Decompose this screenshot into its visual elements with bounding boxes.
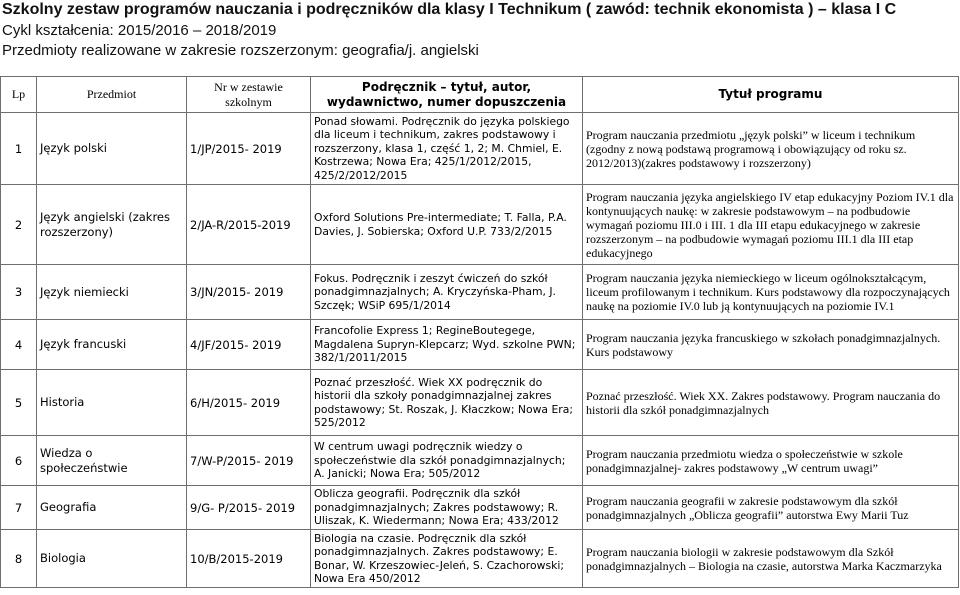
- row-program: Program nauczania geografii w zakresie podstawowym dla szkół ponadgimnazjalnych „Oblicza geografii” autorstwa Ewy Marii Tuz: [583, 486, 959, 530]
- column-header-textbook: Podręcznik – tytuł, autor, wydawnictwo, numer dopuszczenia: [311, 77, 583, 113]
- document-title: Szkolny zestaw programów nauczania i podręczników dla klasy I Technikum ( zawód: technik ekonomista ) – klasa I C: [2, 1, 897, 18]
- row-number: 6/H/2015- 2019: [187, 370, 311, 436]
- row-subject: Wiedza o społeczeństwie: [37, 436, 187, 486]
- row-textbook: Poznać przeszłość. Wiek XX podręcznik do historii dla szkoły ponadgimnazjalnej zakres podstawowy; St. Roszak, J. Kłaczkow; Nowa Era; 525/2012: [311, 370, 583, 436]
- table-row: [1, 370, 959, 436]
- table-row: [1, 486, 959, 530]
- row-textbook: Fokus. Podręcznik i zeszyt ćwiczeń do szkół ponadgimnazjalnych; A. Kryczyńska-Pham, J. Szczęk; WSiP 695/1/2014: [311, 265, 583, 320]
- row-program: Program nauczania języka angielskiego IV etap edukacyjny Poziom IV.1 dla kontynuujących naukę: w zakresie podstawowym – na podbudowie wymagań poziomu III.0 i III. 1 dla III etapu edukacyjnego w zakresie rozszerzonym – na podbudowie wymagań poziomu III.1 dla III etap edukacyjnego: [583, 185, 959, 265]
- row-number: 7/W-P/2015- 2019: [187, 436, 311, 486]
- row-number: 10/B/2015-2019: [187, 530, 311, 588]
- row-subject: Język niemiecki: [37, 265, 187, 320]
- table-header-row: [1, 77, 959, 113]
- row-textbook: Oblicza geografii. Podręcznik dla szkół ponadgimnazjalnych; Zakres podstawowy; R. Uliszak, K. Wiedermann; Nowa Era; 433/2012: [311, 486, 583, 530]
- row-textbook: Ponad słowami. Podręcznik do języka polskiego dla liceum i technikum, zakres podstawowy i rozszerzony, klasa 1, część 1, 2; M. Chmiel, E. Kostrzewa; Nowa Era; 425/1/2012/2015, 425/2/2012/2015: [311, 113, 583, 185]
- row-lp: 7: [1, 486, 37, 530]
- table-row: [1, 113, 959, 185]
- row-subject: Biologia: [37, 530, 187, 588]
- row-subject: Geografia: [37, 486, 187, 530]
- row-lp: 5: [1, 370, 37, 436]
- row-program: Program nauczania języka francuskiego w szkołach ponadgimnazjalnych. Kurs podstawowy: [583, 320, 959, 370]
- column-header-number: Nr w zestawie szkolnym: [187, 77, 311, 113]
- row-textbook: Biologia na czasie. Podręcznik dla szkół ponadgimnazjalnych. Zakres podstawowy; E. Bonar, W. Krzeszowiec-Jeleń, S. Czachorowski; Nowa Era 450/2012: [311, 530, 583, 588]
- column-header-subject: Przedmiot: [37, 77, 187, 113]
- column-header-program: Tytuł programu: [583, 77, 959, 113]
- row-lp: 3: [1, 265, 37, 320]
- education-cycle: Cykl kształcenia: 2015/2016 – 2018/2019: [2, 22, 277, 39]
- row-subject: Język angielski (zakres rozszerzony): [37, 185, 187, 265]
- row-lp: 6: [1, 436, 37, 486]
- table-row: [1, 436, 959, 486]
- row-lp: 8: [1, 530, 37, 588]
- row-number: 3/JN/2015- 2019: [187, 265, 311, 320]
- row-subject: Język polski: [37, 113, 187, 185]
- row-lp: 1: [1, 113, 37, 185]
- row-program: Program nauczania języka niemieckiego w liceum ogólnokształcącym, liceum profilowanym i technikum. Kurs podstawowy dla rozpoczynających naukę na poziomie IV.0 lub ją kontynuujących na poziomie IV.1: [583, 265, 959, 320]
- row-lp: 4: [1, 320, 37, 370]
- row-program: Program nauczania biologii w zakresie podstawowym dla Szkół ponadgimnazjalnych – Biologia na czasie, autorstwa Marka Kaczmarzyka: [583, 530, 959, 588]
- row-number: 2/JA-R/2015-2019: [187, 185, 311, 265]
- row-textbook: W centrum uwagi podręcznik wiedzy o społeczeństwie dla szkół ponadgimnazjalnych; A. Janicki; Nowa Era; 505/2012: [311, 436, 583, 486]
- table-row: [1, 530, 959, 588]
- row-number: 1/JP/2015- 2019: [187, 113, 311, 185]
- row-program: Poznać przeszłość. Wiek XX. Zakres podstawowy. Program nauczania do historii dla szkół ponadgimnazjalnych: [583, 370, 959, 436]
- row-subject: Język francuski: [37, 320, 187, 370]
- row-number: 4/JF/2015- 2019: [187, 320, 311, 370]
- row-textbook: Francofolie Express 1; RegineBoutegege, Magdalena Supryn-Klepcarz; Wyd. szkolne PWN; 382/1/2011/2015: [311, 320, 583, 370]
- column-header-lp: Lp: [1, 77, 37, 113]
- row-subject: Historia: [37, 370, 187, 436]
- row-number: 9/G- P/2015- 2019: [187, 486, 311, 530]
- table-row: [1, 265, 959, 320]
- row-program: Program nauczania przedmiotu „język polski” w liceum i technikum (zgodny z nową podstawą programową i obowiązujący od roku sz. 2012/2013)(zakres podstawowy i rozszerzony): [583, 113, 959, 185]
- row-textbook: Oxford Solutions Pre-intermediate; T. Falla, P.A. Davies, J. Sobierska; Oxford U.P. 733/2/2015: [311, 185, 583, 265]
- table-row: [1, 185, 959, 265]
- extended-subjects: Przedmioty realizowane w zakresie rozszerzonym: geografia/j. angielski: [2, 42, 479, 59]
- row-program: Program nauczania przedmiotu wiedza o społeczeństwie w szkole ponadgimnazjalnej- zakres podstawowy „W centrum uwagi”: [583, 436, 959, 486]
- row-lp: 2: [1, 185, 37, 265]
- table-row: [1, 320, 959, 370]
- curriculum-table: [0, 76, 959, 588]
